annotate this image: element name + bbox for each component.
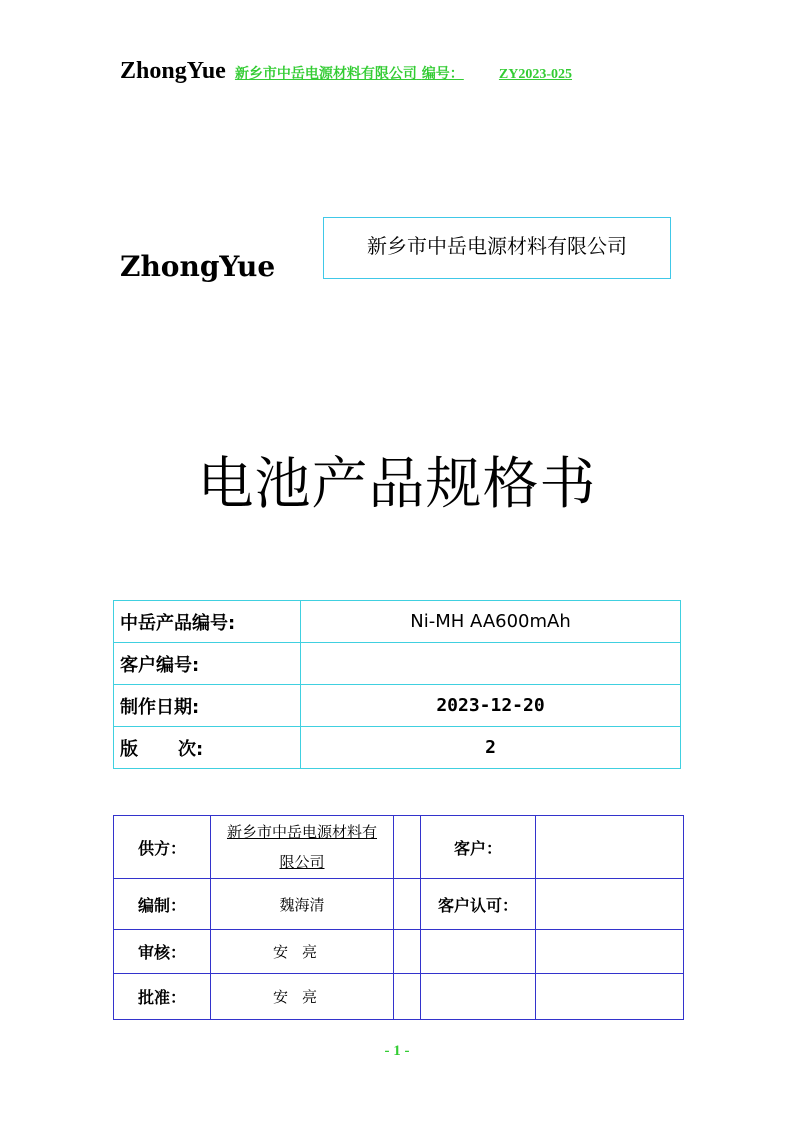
- page-number: - 1 -: [384, 1043, 410, 1059]
- company-logo-text: ZhongYue: [120, 250, 276, 283]
- table-row: [114, 974, 684, 1020]
- header-code: ZY2023-025: [498, 67, 573, 82]
- product-code-value: Ni-MH AA600mAh: [301, 601, 681, 643]
- spacer-cell: [394, 974, 421, 1020]
- customer-code-value: [301, 643, 681, 685]
- customer-label: 客户：: [421, 816, 536, 879]
- table-row: [114, 643, 681, 685]
- approve-value: 安亮: [211, 974, 394, 1020]
- review-label: 审核：: [114, 930, 211, 974]
- document-title: 电池产品规格书: [197, 452, 597, 517]
- spacer-cell: [394, 816, 421, 879]
- editor-label: 编制：: [114, 879, 211, 930]
- header-company: 新乡市中岳电源材料有限公司 编号：: [234, 66, 464, 82]
- version-label: 版 次:: [114, 727, 301, 769]
- editor-value: 魏海清: [211, 879, 394, 930]
- header-brand: ZhongYue: [120, 58, 226, 84]
- table-row: [114, 685, 681, 727]
- page-header: [120, 58, 680, 88]
- spacer-cell: [394, 879, 421, 930]
- empty-cell: [421, 974, 536, 1020]
- approve-label: 批准：: [114, 974, 211, 1020]
- empty-cell: [536, 974, 684, 1020]
- table-row: [114, 727, 681, 769]
- customer-value: [536, 816, 684, 879]
- date-label: 制作日期:: [114, 685, 301, 727]
- table-row: [114, 930, 684, 974]
- table-row: [114, 601, 681, 643]
- supplier-label: 供方：: [114, 816, 211, 879]
- company-name: 新乡市中岳电源材料有限公司: [367, 234, 627, 258]
- table-row: [114, 879, 684, 930]
- customer-code-label: 客户编号:: [114, 643, 301, 685]
- empty-cell: [536, 930, 684, 974]
- supplier-value: 新乡市中岳电源材料有 限公司: [211, 816, 394, 879]
- empty-cell: [421, 930, 536, 974]
- customer-approval-label: 客户认可：: [421, 879, 536, 930]
- product-info-table: [113, 600, 681, 769]
- date-value: 2023-12-20: [301, 685, 681, 727]
- customer-approval-value: [536, 879, 684, 930]
- table-row: [114, 816, 684, 879]
- review-value: 安亮: [211, 930, 394, 974]
- version-value: 2: [301, 727, 681, 769]
- spacer-cell: [394, 930, 421, 974]
- company-name-box: [323, 217, 671, 279]
- product-code-label: 中岳产品编号:: [114, 601, 301, 643]
- signoff-table: [113, 815, 684, 1020]
